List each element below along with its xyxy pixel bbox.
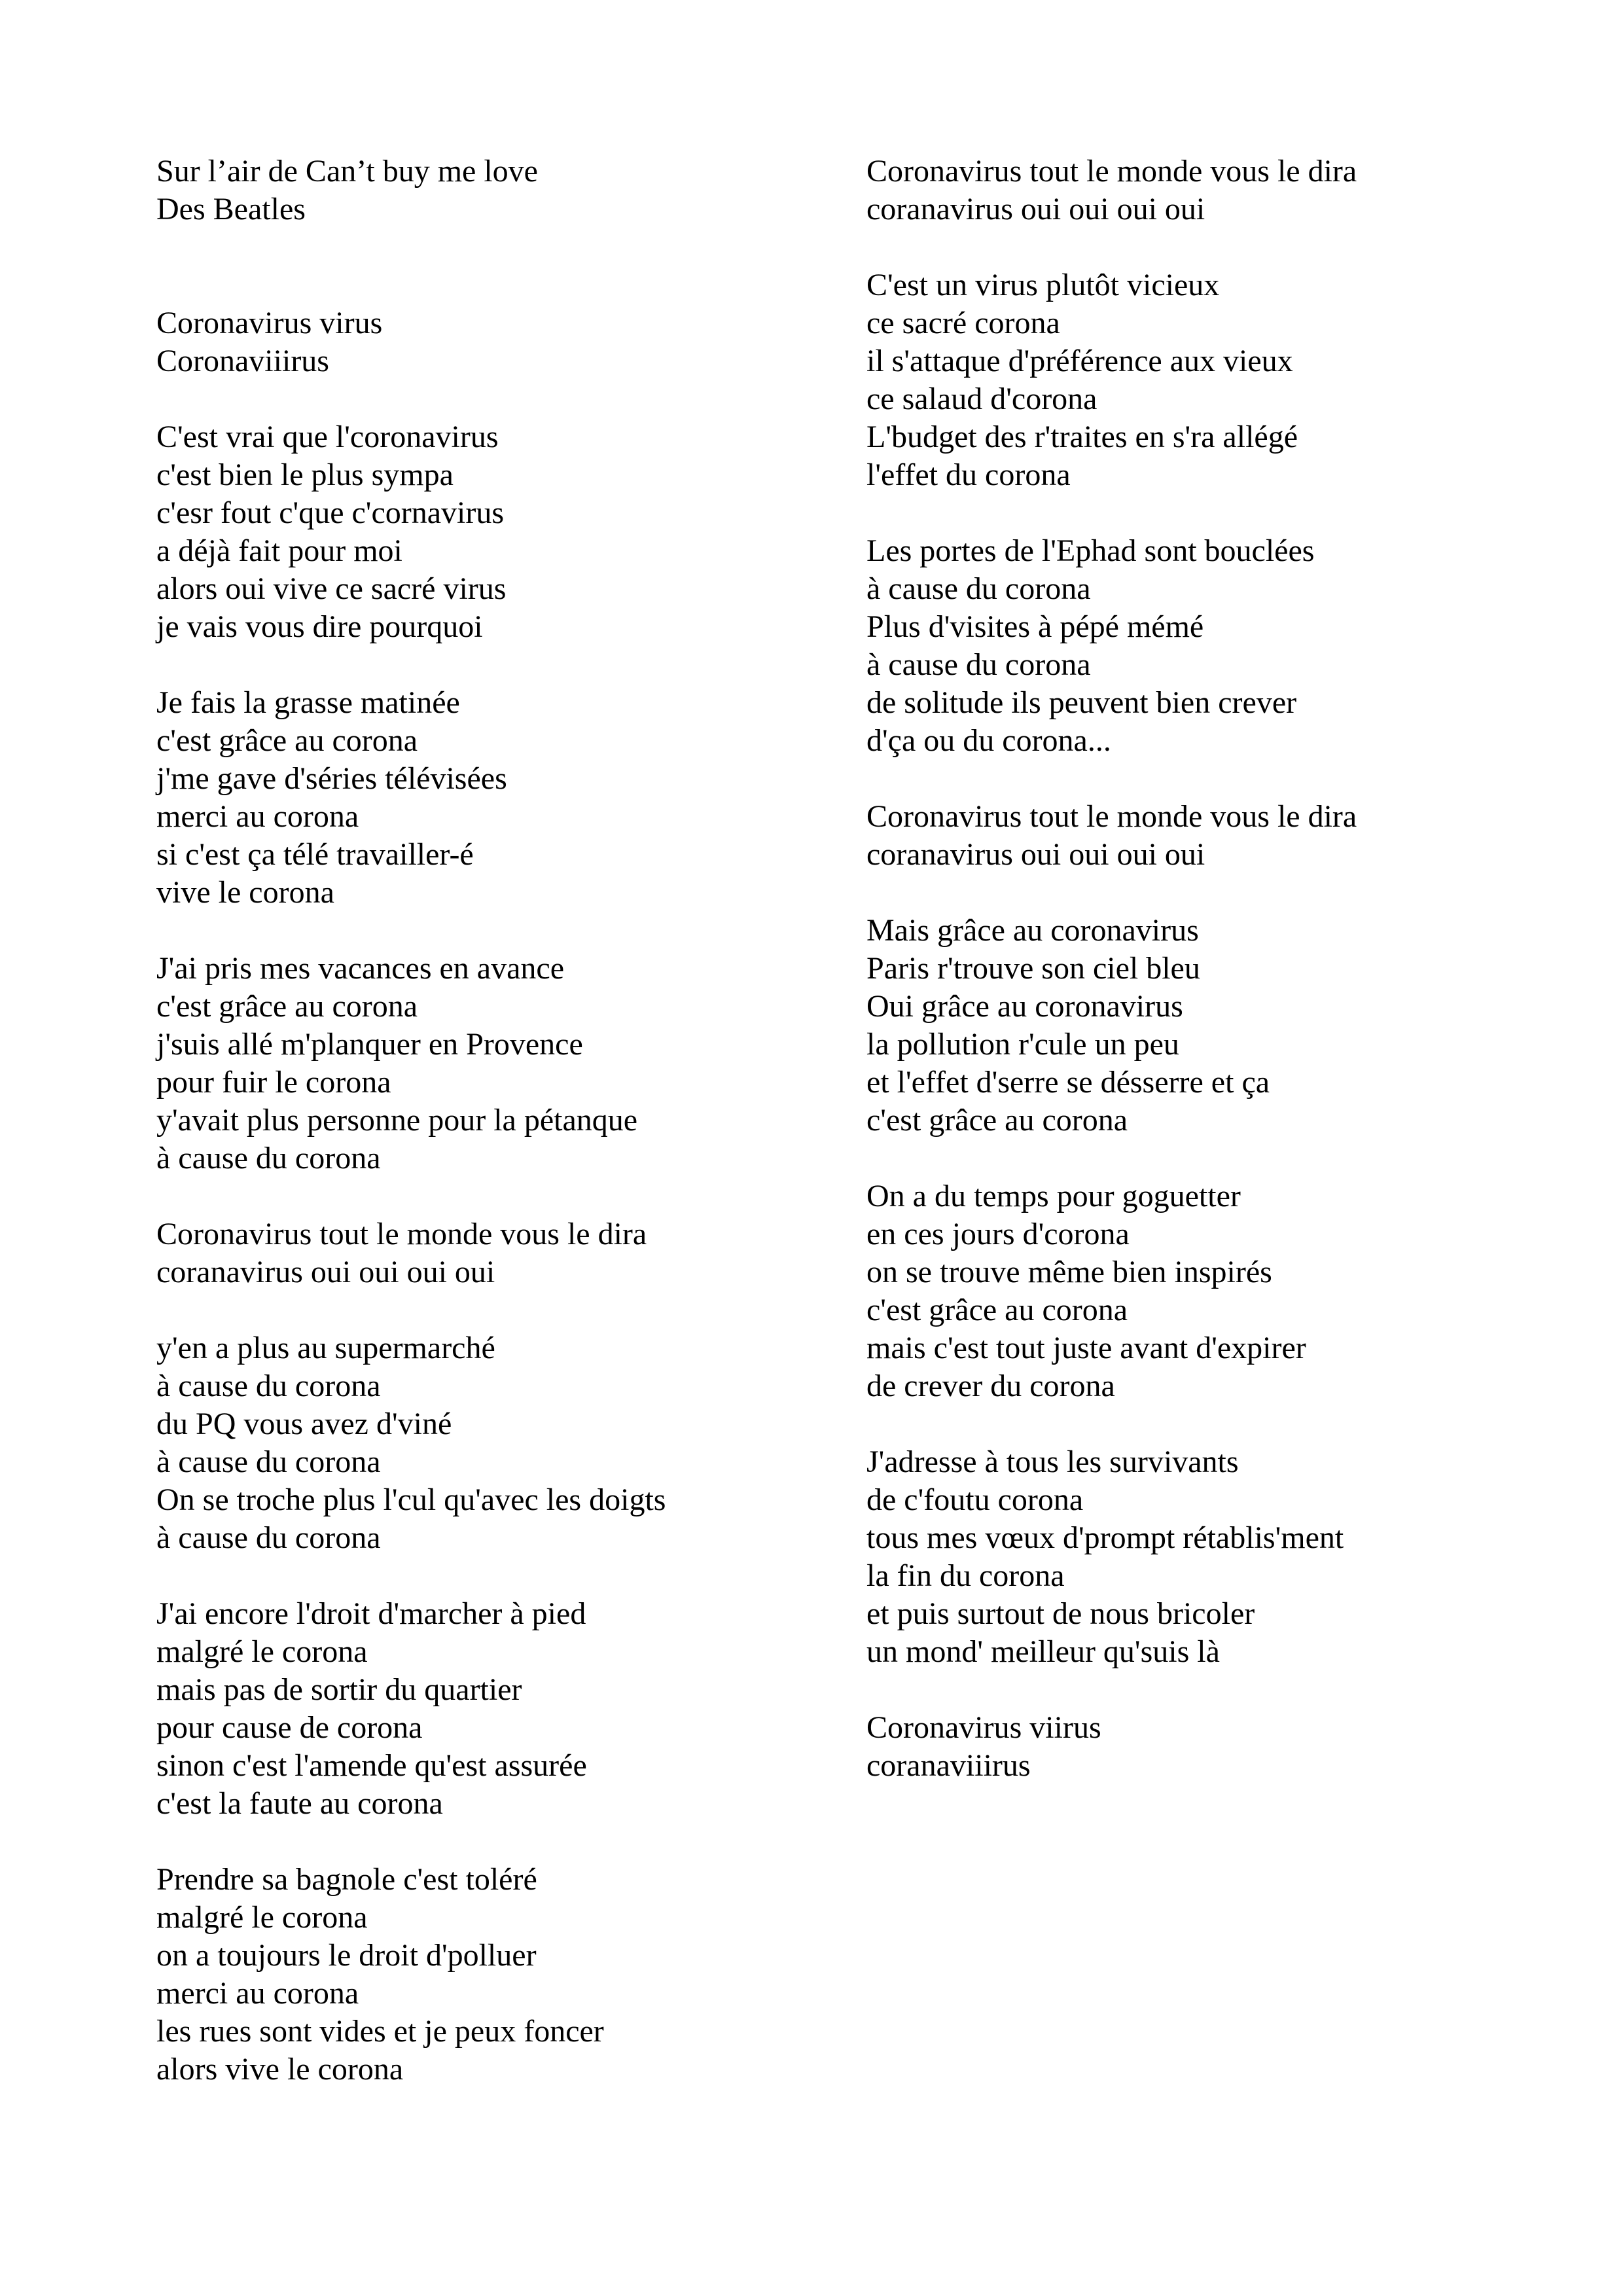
lyric-line: l'effet du corona bbox=[866, 457, 1071, 492]
lyric-line: c'est grâce au corona bbox=[866, 1293, 1128, 1327]
lyric-line: de crever du corona bbox=[866, 1369, 1115, 1403]
lyric-line: à cause du corona bbox=[866, 647, 1091, 682]
song-header bbox=[156, 152, 811, 228]
stanza bbox=[156, 950, 811, 1177]
lyric-line: on a toujours le droit d'polluer bbox=[156, 1938, 537, 1973]
stanza bbox=[866, 532, 1521, 760]
lyric-line: je vais vous dire pourquoi bbox=[156, 609, 483, 644]
lyric-line: sinon c'est l'amende qu'est assurée bbox=[156, 1748, 587, 1783]
stanza bbox=[866, 266, 1521, 494]
lyric-line: Coronavirus tout le monde vous le dira bbox=[866, 154, 1357, 188]
lyric-line: Coronavirus tout le monde vous le dira bbox=[156, 1217, 647, 1251]
stanza bbox=[866, 1177, 1521, 1405]
tune-artist: Des Beatles bbox=[156, 192, 306, 226]
lyric-line: c'est grâce au corona bbox=[866, 1103, 1128, 1138]
lyric-line: Je fais la grasse matinée bbox=[156, 685, 460, 720]
lyric-line: alors oui vive ce sacré virus bbox=[156, 571, 507, 606]
lyric-line: J'ai encore l'droit d'marcher à pied bbox=[156, 1596, 586, 1631]
lyric-line: les rues sont vides et je peux foncer bbox=[156, 2014, 604, 2049]
lyric-line: coranavirus oui oui oui oui bbox=[156, 1255, 495, 1289]
lyric-line: vive le corona bbox=[156, 875, 334, 910]
stanza bbox=[156, 418, 811, 646]
lyric-line: J'adresse à tous les survivants bbox=[866, 1444, 1239, 1479]
lyric-line: L'budget des r'traites en s'ra allégé bbox=[866, 420, 1298, 454]
lyric-line: Oui grâce au coronavirus bbox=[866, 989, 1183, 1024]
lyric-line: malgré le corona bbox=[156, 1900, 368, 1935]
lyric-line: à cause du corona bbox=[156, 1141, 381, 1175]
lyric-line: Coronavirus tout le monde vous le dira bbox=[866, 799, 1357, 834]
lyric-line: On se troche plus l'cul qu'avec les doigts bbox=[156, 1482, 666, 1517]
lyric-line: coranavirus oui oui oui oui bbox=[866, 837, 1205, 872]
lyric-line: merci au corona bbox=[156, 799, 359, 834]
lyric-line: c'est grâce au corona bbox=[156, 989, 418, 1024]
lyric-line: Plus d'visites à pépé mémé bbox=[866, 609, 1204, 644]
lyric-line: Paris r'trouve son ciel bleu bbox=[866, 951, 1200, 986]
lyric-line: il s'attaque d'préférence aux vieux bbox=[866, 344, 1293, 378]
lyric-line: ce salaud d'corona bbox=[866, 382, 1097, 416]
lyric-line: Coronavirus viirus bbox=[866, 1710, 1101, 1745]
stanza bbox=[866, 1443, 1521, 1671]
lyric-line: Coronaviiirus bbox=[156, 344, 329, 378]
lyric-line: y'avait plus personne pour la pétanque bbox=[156, 1103, 638, 1138]
lyric-line: C'est vrai que l'coronavirus bbox=[156, 420, 499, 454]
lyric-line: c'esr fout c'que c'cornavirus bbox=[156, 495, 505, 530]
lyric-line: la pollution r'cule un peu bbox=[866, 1027, 1179, 1062]
lyric-line: alors vive le corona bbox=[156, 2052, 404, 2087]
chorus bbox=[866, 798, 1521, 874]
lyric-line: Coronavirus virus bbox=[156, 306, 383, 340]
lyric-line: en ces jours d'corona bbox=[866, 1217, 1130, 1251]
lyric-line: mais c'est tout juste avant d'expirer bbox=[866, 1331, 1306, 1365]
stanza bbox=[156, 684, 811, 912]
lyric-line: a déjà fait pour moi bbox=[156, 533, 402, 568]
lyric-line: coranavirus oui oui oui oui bbox=[866, 192, 1205, 226]
chorus bbox=[866, 152, 1521, 228]
lyric-line: de c'foutu corona bbox=[866, 1482, 1084, 1517]
lyric-line: C'est un virus plutôt vicieux bbox=[866, 268, 1220, 302]
final-chorus bbox=[866, 1709, 1521, 1785]
stanza bbox=[156, 1595, 811, 1823]
lyric-line: la fin du corona bbox=[866, 1558, 1065, 1593]
stanza bbox=[156, 304, 811, 380]
lyric-line: malgré le corona bbox=[156, 1634, 368, 1669]
lyric-line: de solitude ils peuvent bien crever bbox=[866, 685, 1297, 720]
lyric-line: tous mes vœux d'prompt rétablis'ment bbox=[866, 1520, 1344, 1555]
lyric-line: On a du temps pour goguetter bbox=[866, 1179, 1241, 1213]
lyric-line: un mond' meilleur qu'suis là bbox=[866, 1634, 1220, 1669]
lyric-line: à cause du corona bbox=[156, 1520, 381, 1555]
lyric-line: mais pas de sortir du quartier bbox=[156, 1672, 522, 1707]
right-column bbox=[866, 152, 1521, 1823]
lyric-line: pour fuir le corona bbox=[156, 1065, 391, 1100]
lyric-line: Les portes de l'Ephad sont bouclées bbox=[866, 533, 1315, 568]
lyric-line: d'ça ou du corona... bbox=[866, 723, 1111, 758]
stanza bbox=[156, 1329, 811, 1557]
stanza bbox=[866, 912, 1521, 1139]
lyric-line: y'en a plus au supermarché bbox=[156, 1331, 495, 1365]
lyric-line: J'ai pris mes vacances en avance bbox=[156, 951, 565, 986]
lyric-line: j'me gave d'séries télévisées bbox=[156, 761, 507, 796]
tune-reference: Sur l’air de Can’t buy me love bbox=[156, 154, 538, 188]
lyric-line: c'est grâce au corona bbox=[156, 723, 418, 758]
stanza bbox=[156, 1861, 811, 2089]
lyric-line: à cause du corona bbox=[866, 571, 1091, 606]
lyric-line: c'est la faute au corona bbox=[156, 1786, 443, 1821]
left-column bbox=[156, 152, 811, 2126]
lyric-line: j'suis allé m'planquer en Provence bbox=[156, 1027, 583, 1062]
lyric-line: c'est bien le plus sympa bbox=[156, 457, 454, 492]
lyric-line: merci au corona bbox=[156, 1976, 359, 2011]
lyric-line: pour cause de corona bbox=[156, 1710, 423, 1745]
lyric-line: Mais grâce au coronavirus bbox=[866, 913, 1199, 948]
lyric-line: à cause du corona bbox=[156, 1444, 381, 1479]
lyric-line: on se trouve même bien inspirés bbox=[866, 1255, 1272, 1289]
chorus bbox=[156, 1215, 811, 1291]
lyric-line: Prendre sa bagnole c'est toléré bbox=[156, 1862, 537, 1897]
lyric-line: du PQ vous avez d'viné bbox=[156, 1407, 452, 1441]
lyric-line: à cause du corona bbox=[156, 1369, 381, 1403]
lyric-line: coranaviiirus bbox=[866, 1748, 1031, 1783]
lyric-line: et l'effet d'serre se désserre et ça bbox=[866, 1065, 1270, 1100]
lyric-line: ce sacré corona bbox=[866, 306, 1060, 340]
lyric-line: et puis surtout de nous bricoler bbox=[866, 1596, 1255, 1631]
lyric-line: si c'est ça télé travailler-é bbox=[156, 837, 474, 872]
